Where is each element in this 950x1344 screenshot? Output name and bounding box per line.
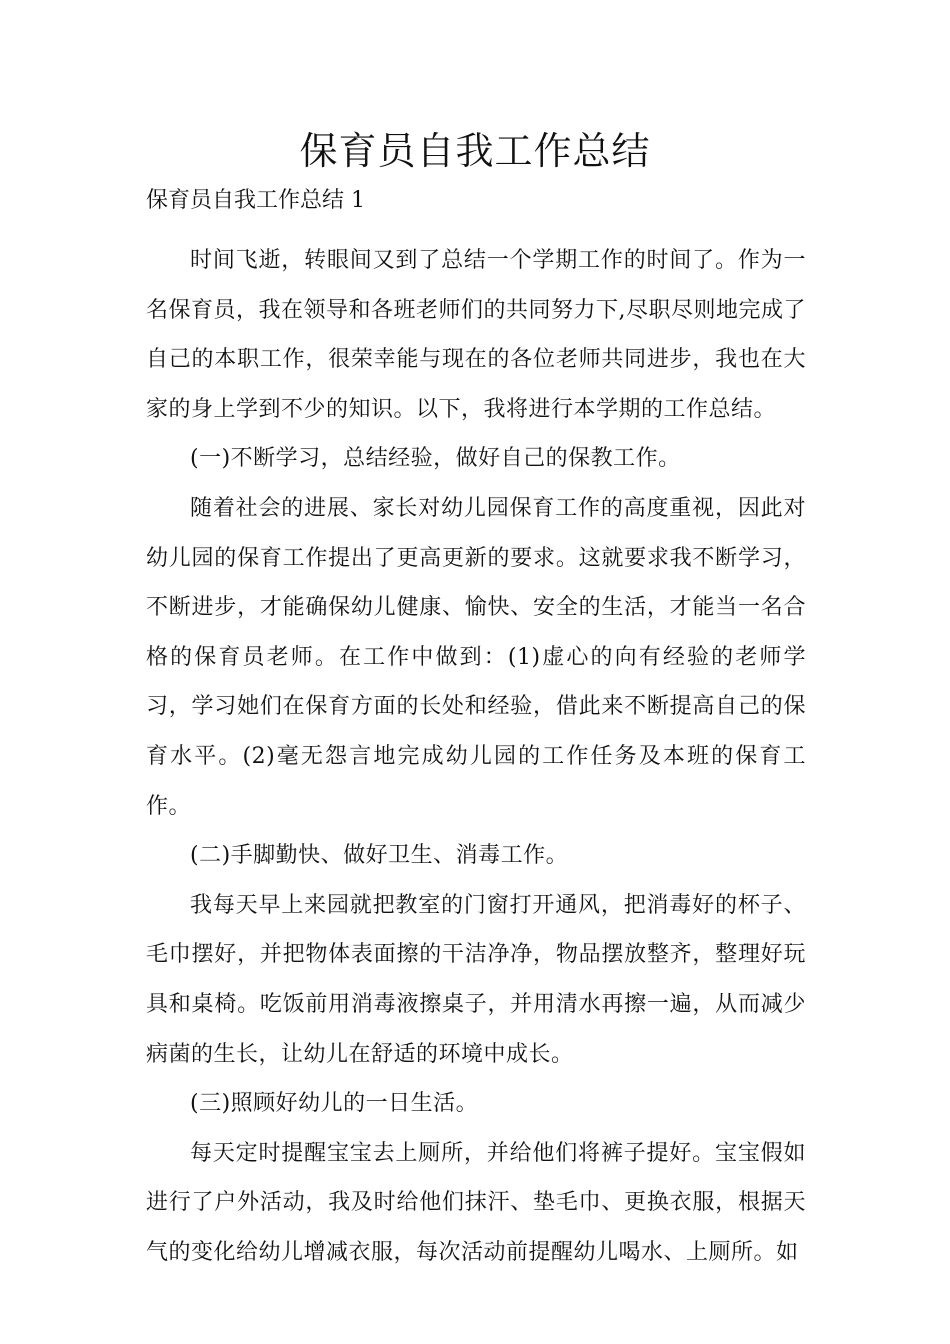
section-heading-3: (三)照顾好幼儿的一日生活。 [190, 1091, 479, 1117]
section-heading-2: (二)手脚勤快、做好卫生、消毒工作。 [190, 843, 569, 869]
paragraph-daily-care: 每天定时提醒宝宝去上厕所，并给他们将裤子提好。宝宝假如进行了户外活动，我及时给他们抹汗、垫毛巾、更换衣服，根据天气的变化给幼儿增减衣服，每次活动前提醒幼儿喝水、上厕所。如 [146, 1140, 806, 1265]
section-heading-1: (一)不断学习，总结经验，做好自己的保教工作。 [190, 446, 681, 472]
document-title: 保育员自我工作总结 [299, 129, 651, 173]
paragraph-learning: 随着社会的进展、家长对幼儿园保育工作的高度重视，因此对幼儿园的保育工作提出了更高更新的要求。这就要求我不断学习，不断进步，才能确保幼儿健康、愉快、安全的生活，才能当一名合格的保育员老师。在工作中做到：(1)虚心的向有经验的老师学习，学习她们在保育方面的长处和经验，借此来不断提高自己的保育水平。(2)毫无怨言地完成幼儿园的工作任务及本班的保育工作。 [146, 495, 806, 819]
document-subtitle: 保育员自我工作总结 1 [146, 188, 365, 213]
paragraph-hygiene: 我每天早上来园就把教室的门窗打开通风，把消毒好的杯子、毛巾摆好，并把物体表面擦的干洁净净，物品摆放整齐，整理好玩具和桌椅。吃饭前用消毒液擦桌子，并用清水再擦一遍，从而减少病菌的生长，让幼儿在舒适的环境中成长。 [146, 892, 806, 1067]
document-body [146, 236, 806, 1277]
paragraph-intro: 时间飞逝，转眼间又到了总结一个学期工作的时间了。作为一名保育员，我在领导和各班老师们的共同努力下,尽职尽则地完成了自己的本职工作，很荣幸能与现在的各位老师共同进步，我也在大家的身上学到不少的知识。以下，我将进行本学期的工作总结。 [146, 248, 806, 422]
